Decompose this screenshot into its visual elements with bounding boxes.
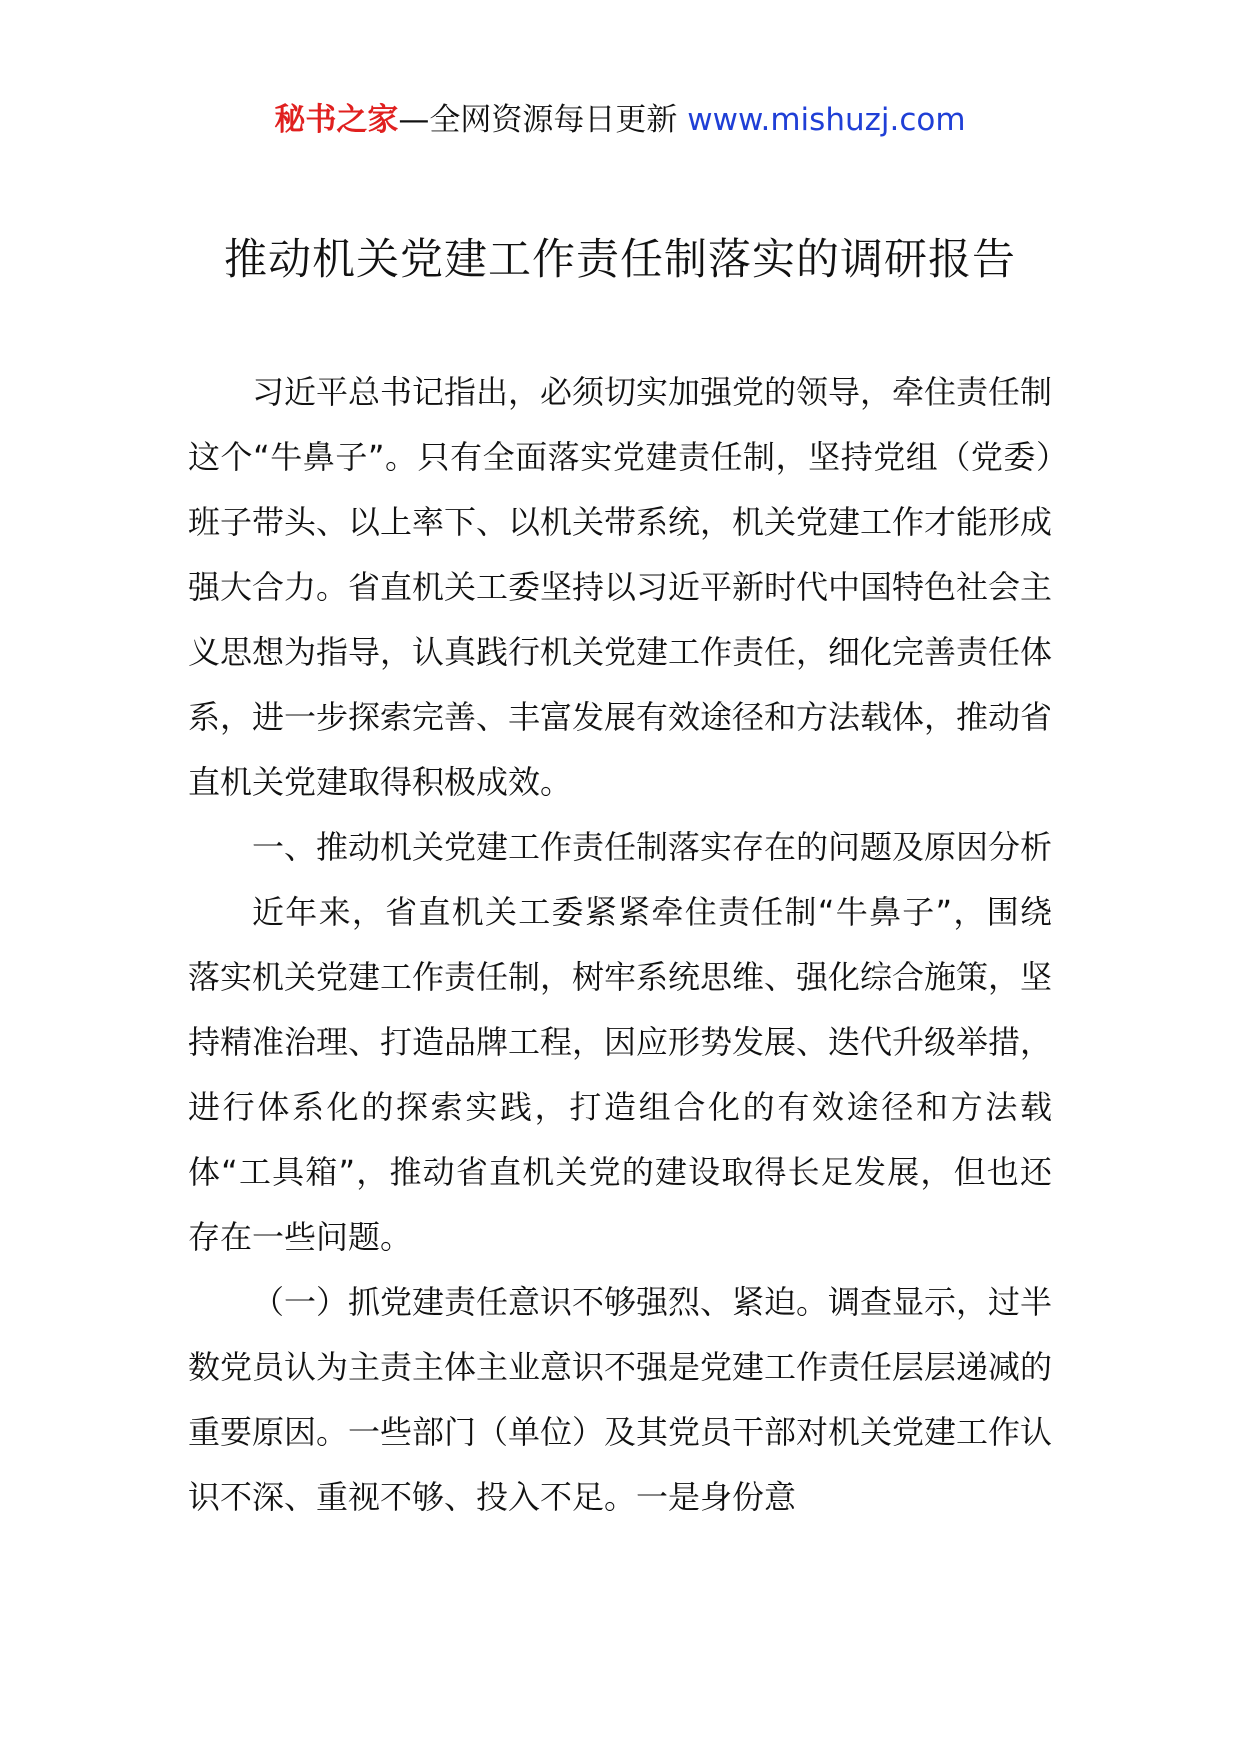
paragraph-intro: 习近平总书记指出，必须切实加强党的领导，牵住责任制这个“牛鼻子”。只有全面落实党建责任制，坚持党组（党委）班子带头、以上率下、以机关带系统，机关党建工作才能形成强大合力。省直机关工委坚持以习近平新时代中国特色社会主义思想为指导，认真践行机关党建工作责任，细化完善责任体系，进一步探索完善、丰富发展有效途径和方法载体，推动省直机关党建取得积极成效。 (188, 373, 1053, 801)
document-body (188, 360, 1052, 1530)
site-url-link[interactable]: www.mishuzj.com (687, 102, 966, 138)
site-header (0, 98, 1240, 142)
paragraph-recent-years: 近年来，省直机关工委紧紧牵住责任制“牛鼻子”，围绕落实机关党建工作责任制，树牢系统思维、强化综合施策，坚持精准治理、打造品牌工程，因应形势发展、迭代升级举措，进行体系化的探索实践，打造组合化的有效途径和方法载体“工具箱”，推动省直机关党的建设取得长足发展，但也还存在一些问题。 (188, 893, 1053, 1256)
paragraph-problem-1: （一）抓党建责任意识不够强烈、紧迫。调查显示，过半数党员认为主责主体主业意识不强是党建工作责任层层递减的重要原因。一些部门（单位）及其党员干部对机关党建工作认识不深、重视不够、投入不足。一是身份意 (188, 1283, 1053, 1516)
site-brand: 秘书之家 (274, 102, 399, 138)
document-title: 推动机关党建工作责任制落实的调研报告 (224, 235, 1016, 285)
section-heading-1: 一、推动机关党建工作责任制落实存在的问题及原因分析 (252, 828, 1053, 866)
site-slogan: —全网资源每日更新 (398, 102, 678, 138)
